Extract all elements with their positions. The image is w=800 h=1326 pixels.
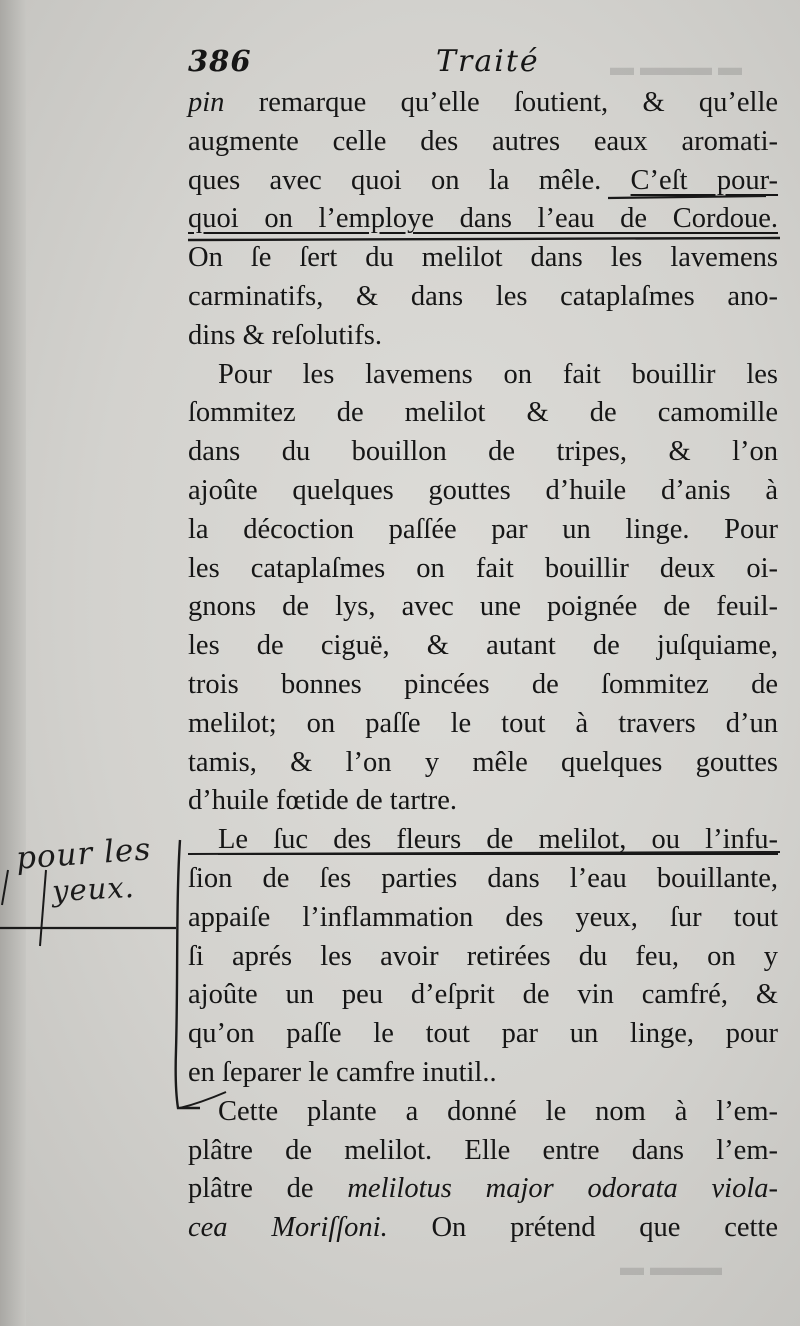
page-number: 386 [188, 44, 252, 78]
text-line: dins & reſolutifs. [188, 319, 382, 351]
text-line: qu’on paſſe le tout par un linge, pour [188, 1018, 778, 1050]
text-line: trois bonnes pincées de ſommitez de [188, 668, 778, 700]
text-fragment: On prétend que cette [387, 1212, 778, 1244]
text-line: ſi aprés les avoir retirées du feu, on y [188, 940, 778, 972]
text-line: les cataplaſmes on fait bouillir deux oi- [188, 552, 778, 584]
text-fragment: remarque qu’elle ſoutient, & qu’elle [258, 87, 779, 118]
text-line: melilot; on paſſe le tout à travers d’un [188, 707, 778, 739]
text-line: ajoûte un peu d’eſprit de vin camfré, & [188, 979, 778, 1011]
text-line: appaiſe l’inflammation des yeux, ſur tout [188, 901, 778, 933]
italic-author-name: cea Moriſſoni. [188, 1212, 388, 1244]
text-line: dans du bouillon de tripes, & l’on [188, 436, 778, 468]
text-line: augmente celle des autres eaux aromati- [188, 125, 778, 157]
text-line: plâtre de melilot. Elle entre dans l’em- [188, 1134, 778, 1166]
text-line: la décoction paſſée par un linge. Pour [188, 513, 778, 545]
text-line: Cette plante a donné le nom à l’em- [218, 1095, 778, 1127]
text-fragment: pin [188, 87, 225, 118]
text-fragment: plâtre de [188, 1173, 348, 1205]
text-line: tamis, & l’on y mêle quelques gouttes [188, 746, 778, 778]
underlined-text: C’eſt pour- [630, 164, 779, 196]
show-through-shadow: ▬▬▬ ▬ [620, 1255, 722, 1281]
margin-note-line-2: yeux. [51, 869, 136, 909]
running-head: Traité [436, 44, 540, 79]
text-line: On ſe ſert du melilot dans les lavemens [188, 242, 778, 274]
text-line: ſommitez de melilot & de camomille [188, 397, 778, 429]
text-line: Pour les lavemens on fait bouillir les [218, 358, 778, 390]
text-line: en ſeparer le camfre inutil.. [188, 1056, 497, 1088]
italic-species-name: melilotus major odorata viola- [347, 1173, 779, 1205]
show-through-shadow: ▬ ▬▬▬ ▬ [610, 55, 742, 81]
text-line: gnons de lys, avec une poignée de feuil- [188, 591, 778, 623]
text-line: les de ciguë, & autant de juſquiame, [188, 630, 778, 662]
text-line-underlined: Le ſuc des fleurs de melilot, ou l’infu- [218, 824, 778, 856]
text-line: ajoûte quelques gouttes d’huile d’anis à [188, 474, 778, 506]
text-line: carminatifs, & dans les cataplaſmes ano- [188, 280, 778, 312]
text-line: d’huile fœtide de tartre. [188, 785, 458, 817]
text-line-underlined: quoi on l’employe dans l’eau de Cordoue. [188, 203, 778, 235]
text-line: ſion de ſes parties dans l’eau bouillante, [188, 862, 778, 894]
margin-note-line-1: pour les [14, 831, 153, 877]
text-fragment: ques avec quoi on la mêle. [188, 164, 631, 196]
